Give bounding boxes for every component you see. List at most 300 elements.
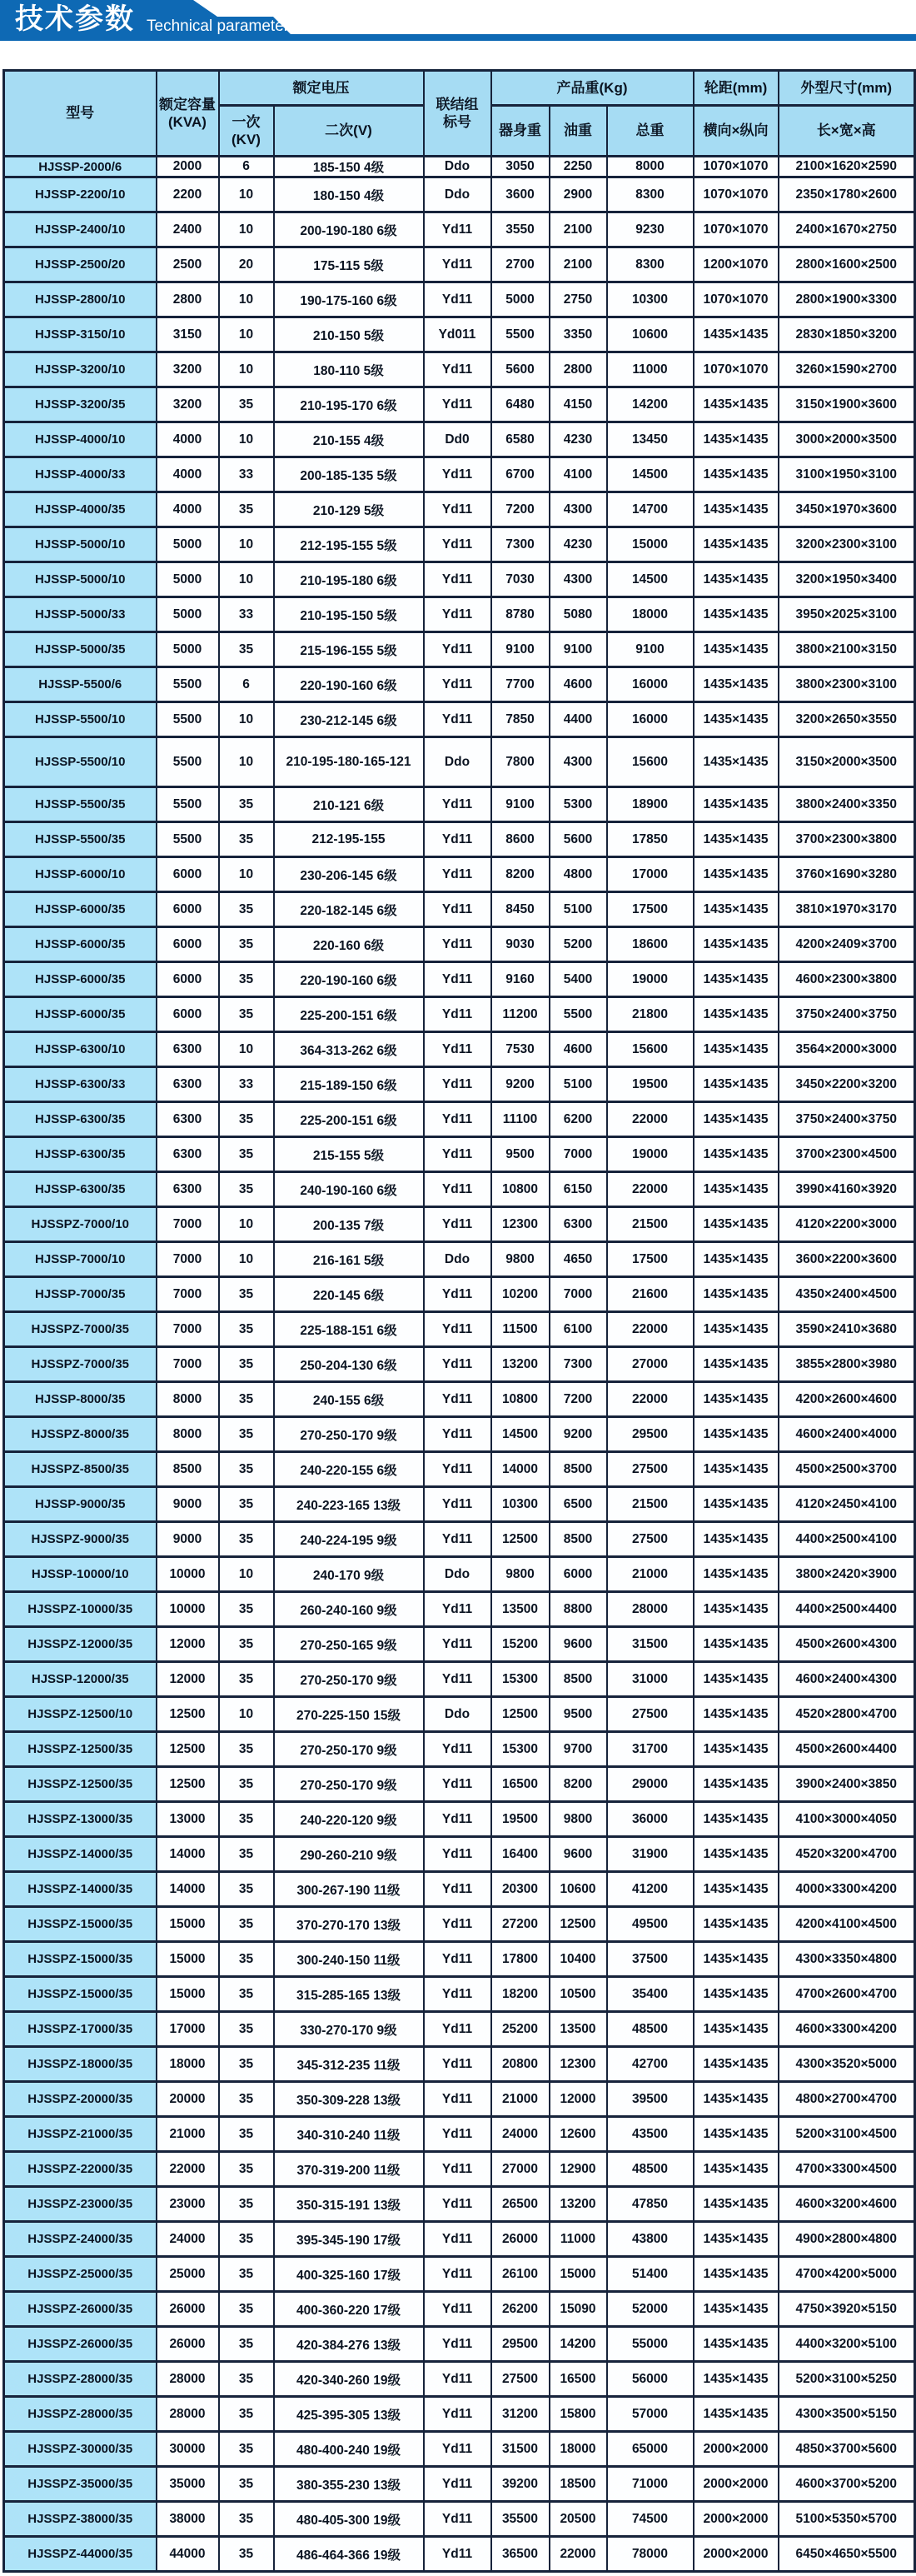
cell-dimensions: 4400×2500×4100 xyxy=(779,1522,915,1557)
cell-body-weight: 31500 xyxy=(491,2432,550,2467)
cell-dimensions: 3700×2300×4500 xyxy=(779,1137,915,1172)
header-oil-weight: 油重 xyxy=(550,106,607,157)
cell-model: HJSSP-4000/10 xyxy=(4,422,157,457)
cell-total-weight: 31500 xyxy=(607,1627,694,1662)
table-row xyxy=(4,1522,915,1557)
cell-wheelbase: 1435×1435 xyxy=(694,997,779,1032)
header-body-weight: 器身重 xyxy=(491,106,550,157)
table-row xyxy=(4,1767,915,1802)
cell-oil-weight: 4600 xyxy=(550,1032,607,1067)
cell-connection: Yd11 xyxy=(424,2187,491,2222)
cell-wheelbase: 1435×1435 xyxy=(694,387,779,422)
cell-model: HJSSPZ-12500/10 xyxy=(4,1697,157,1732)
cell-model: HJSSP-5000/35 xyxy=(4,632,157,667)
cell-primary-voltage: 35 xyxy=(219,1872,274,1907)
cell-wheelbase: 1435×1435 xyxy=(694,2187,779,2222)
cell-connection: Yd11 xyxy=(424,1417,491,1452)
cell-model: HJSSP-5000/10 xyxy=(4,562,157,597)
cell-connection: Yd11 xyxy=(424,1732,491,1767)
cell-oil-weight: 6100 xyxy=(550,1312,607,1347)
table-row xyxy=(4,1872,915,1907)
cell-model: HJSSP-5000/10 xyxy=(4,527,157,562)
cell-total-weight: 10600 xyxy=(607,317,694,352)
cell-model: HJSSP-3200/35 xyxy=(4,387,157,422)
table-row xyxy=(4,247,915,282)
cell-secondary-voltage: 215-189-150 6级 xyxy=(274,1067,424,1102)
cell-primary-voltage: 35 xyxy=(219,2467,274,2502)
cell-oil-weight: 4400 xyxy=(550,702,607,737)
cell-capacity: 12500 xyxy=(157,1767,219,1802)
cell-total-weight: 57000 xyxy=(607,2397,694,2432)
cell-connection: Yd11 xyxy=(424,1662,491,1697)
cell-dimensions: 4200×4100×4500 xyxy=(779,1907,915,1942)
table-row xyxy=(4,2257,915,2292)
cell-body-weight: 7300 xyxy=(491,527,550,562)
cell-connection: Yd11 xyxy=(424,527,491,562)
cell-total-weight: 21500 xyxy=(607,1207,694,1242)
cell-oil-weight: 15800 xyxy=(550,2397,607,2432)
table-row xyxy=(4,1942,915,1977)
cell-wheelbase: 1070×1070 xyxy=(694,212,779,247)
cell-capacity: 15000 xyxy=(157,1942,219,1977)
cell-total-weight: 14500 xyxy=(607,457,694,492)
cell-secondary-voltage: 216-161 5级 xyxy=(274,1242,424,1277)
cell-connection: Ddo xyxy=(424,1697,491,1732)
table-row xyxy=(4,1732,915,1767)
cell-secondary-voltage: 220-182-145 6级 xyxy=(274,892,424,927)
cell-total-weight: 22000 xyxy=(607,1382,694,1417)
cell-connection: Yd11 xyxy=(424,2012,491,2047)
cell-dimensions: 4850×3700×5600 xyxy=(779,2432,915,2467)
cell-dimensions: 3600×2200×3600 xyxy=(779,1242,915,1277)
cell-secondary-voltage: 212-195-155 5级 xyxy=(274,527,424,562)
cell-body-weight: 12300 xyxy=(491,1207,550,1242)
cell-oil-weight: 8800 xyxy=(550,1592,607,1627)
cell-secondary-voltage: 380-355-230 13级 xyxy=(274,2467,424,2502)
cell-dimensions: 4600×2300×3800 xyxy=(779,962,915,997)
cell-total-weight: 8300 xyxy=(607,177,694,212)
cell-primary-voltage: 35 xyxy=(219,1137,274,1172)
cell-connection: Yd11 xyxy=(424,1872,491,1907)
cell-body-weight: 9100 xyxy=(491,632,550,667)
cell-secondary-voltage: 210-121 6级 xyxy=(274,787,424,822)
cell-dimensions: 4600×2400×4000 xyxy=(779,1417,915,1452)
cell-model: HJSSPZ-12500/35 xyxy=(4,1767,157,1802)
cell-secondary-voltage: 210-155 4级 xyxy=(274,422,424,457)
cell-capacity: 26000 xyxy=(157,2292,219,2327)
cell-total-weight: 56000 xyxy=(607,2362,694,2397)
cell-body-weight: 15300 xyxy=(491,1732,550,1767)
cell-total-weight: 16000 xyxy=(607,667,694,702)
table-row xyxy=(4,1382,915,1417)
cell-secondary-voltage: 250-204-130 6级 xyxy=(274,1347,424,1382)
cell-total-weight: 31000 xyxy=(607,1662,694,1697)
cell-connection: Yd11 xyxy=(424,632,491,667)
cell-secondary-voltage: 270-250-170 9级 xyxy=(274,1767,424,1802)
cell-primary-voltage: 35 xyxy=(219,892,274,927)
cell-primary-voltage: 35 xyxy=(219,1347,274,1382)
cell-connection: Yd11 xyxy=(424,1907,491,1942)
cell-primary-voltage: 10 xyxy=(219,702,274,737)
cell-total-weight: 41200 xyxy=(607,1872,694,1907)
cell-wheelbase: 1435×1435 xyxy=(694,787,779,822)
cell-total-weight: 42700 xyxy=(607,2047,694,2082)
cell-oil-weight: 4300 xyxy=(550,737,607,787)
cell-wheelbase: 1435×1435 xyxy=(694,1697,779,1732)
header-connection-line1: 联结组 xyxy=(436,96,479,112)
cell-body-weight: 27500 xyxy=(491,2362,550,2397)
cell-capacity: 23000 xyxy=(157,2187,219,2222)
cell-wheelbase: 1435×1435 xyxy=(694,2327,779,2362)
cell-body-weight: 10300 xyxy=(491,1487,550,1522)
cell-body-weight: 12500 xyxy=(491,1522,550,1557)
cell-total-weight: 19000 xyxy=(607,962,694,997)
cell-wheelbase: 1435×1435 xyxy=(694,1872,779,1907)
cell-connection: Yd11 xyxy=(424,562,491,597)
cell-primary-voltage: 20 xyxy=(219,247,274,282)
cell-dimensions: 5200×3100×4500 xyxy=(779,2117,915,2152)
cell-secondary-voltage: 215-196-155 5级 xyxy=(274,632,424,667)
cell-oil-weight: 9800 xyxy=(550,1802,607,1837)
cell-primary-voltage: 35 xyxy=(219,1942,274,1977)
cell-dimensions: 4750×3920×5150 xyxy=(779,2292,915,2327)
cell-secondary-voltage: 200-135 7级 xyxy=(274,1207,424,1242)
cell-primary-voltage: 10 xyxy=(219,857,274,892)
cell-capacity: 3200 xyxy=(157,352,219,387)
cell-model: HJSSPZ-26000/35 xyxy=(4,2327,157,2362)
cell-capacity: 5500 xyxy=(157,822,219,857)
cell-primary-voltage: 10 xyxy=(219,177,274,212)
cell-capacity: 8500 xyxy=(157,1452,219,1487)
cell-oil-weight: 9700 xyxy=(550,1732,607,1767)
cell-capacity: 3150 xyxy=(157,317,219,352)
cell-primary-voltage: 35 xyxy=(219,1662,274,1697)
cell-capacity: 5500 xyxy=(157,737,219,787)
table-row xyxy=(4,2047,915,2082)
cell-dimensions: 4520×3200×4700 xyxy=(779,1837,915,1872)
cell-model: HJSSPZ-7000/35 xyxy=(4,1347,157,1382)
cell-body-weight: 7800 xyxy=(491,737,550,787)
cell-total-weight: 8000 xyxy=(607,157,694,177)
cell-oil-weight: 5100 xyxy=(550,1067,607,1102)
cell-total-weight: 55000 xyxy=(607,2327,694,2362)
cell-connection: Yd11 xyxy=(424,1382,491,1417)
table-row xyxy=(4,1557,915,1592)
cell-primary-voltage: 35 xyxy=(219,2502,274,2537)
cell-secondary-voltage: 220-160 6级 xyxy=(274,927,424,962)
cell-model: HJSSPZ-26000/35 xyxy=(4,2292,157,2327)
cell-secondary-voltage: 175-115 5级 xyxy=(274,247,424,282)
cell-model: HJSSP-5000/33 xyxy=(4,597,157,632)
cell-connection: Yd11 xyxy=(424,2397,491,2432)
cell-connection: Yd11 xyxy=(424,2152,491,2187)
cell-oil-weight: 9600 xyxy=(550,1627,607,1662)
cell-model: HJSSPZ-22000/35 xyxy=(4,2152,157,2187)
cell-dimensions: 3150×2000×3500 xyxy=(779,737,915,787)
cell-body-weight: 26200 xyxy=(491,2292,550,2327)
cell-model: HJSSPZ-15000/35 xyxy=(4,1942,157,1977)
cell-body-weight: 19500 xyxy=(491,1802,550,1837)
table-row xyxy=(4,317,915,352)
cell-model: HJSSP-4000/35 xyxy=(4,492,157,527)
cell-secondary-voltage: 486-464-366 19级 xyxy=(274,2537,424,2572)
table-row xyxy=(4,822,915,857)
cell-dimensions: 3750×2400×3750 xyxy=(779,997,915,1032)
cell-connection: Yd11 xyxy=(424,1592,491,1627)
cell-model: HJSSP-6300/33 xyxy=(4,1067,157,1102)
cell-secondary-voltage: 240-223-165 13级 xyxy=(274,1487,424,1522)
cell-model: HJSSP-4000/33 xyxy=(4,457,157,492)
table-row xyxy=(4,702,915,737)
cell-primary-voltage: 35 xyxy=(219,1417,274,1452)
cell-wheelbase: 1435×1435 xyxy=(694,1557,779,1592)
cell-capacity: 2400 xyxy=(157,212,219,247)
cell-dimensions: 5100×5350×5700 xyxy=(779,2502,915,2537)
cell-body-weight: 8450 xyxy=(491,892,550,927)
cell-body-weight: 9800 xyxy=(491,1242,550,1277)
table-row xyxy=(4,2082,915,2117)
cell-body-weight: 31200 xyxy=(491,2397,550,2432)
table-row xyxy=(4,632,915,667)
cell-secondary-voltage: 210-195-150 5级 xyxy=(274,597,424,632)
banner-ribbon xyxy=(0,0,916,41)
cell-body-weight: 26000 xyxy=(491,2222,550,2257)
cell-capacity: 25000 xyxy=(157,2257,219,2292)
cell-dimensions: 4700×4200×5000 xyxy=(779,2257,915,2292)
cell-connection: Yd11 xyxy=(424,212,491,247)
cell-secondary-voltage: 190-175-160 6级 xyxy=(274,282,424,317)
cell-wheelbase: 1070×1070 xyxy=(694,157,779,177)
cell-dimensions: 2800×1600×2500 xyxy=(779,247,915,282)
cell-capacity: 2500 xyxy=(157,247,219,282)
cell-body-weight: 9200 xyxy=(491,1067,550,1102)
table-row xyxy=(4,1137,915,1172)
cell-primary-voltage: 35 xyxy=(219,997,274,1032)
cell-capacity: 15000 xyxy=(157,1977,219,2012)
cell-dimensions: 3590×2410×3680 xyxy=(779,1312,915,1347)
cell-connection: Yd11 xyxy=(424,2047,491,2082)
cell-secondary-voltage: 400-360-220 17级 xyxy=(274,2292,424,2327)
cell-dimensions: 3200×2650×3550 xyxy=(779,702,915,737)
technical-parameter-table xyxy=(2,69,916,2573)
cell-secondary-voltage: 345-312-235 11级 xyxy=(274,2047,424,2082)
cell-total-weight: 21800 xyxy=(607,997,694,1032)
cell-capacity: 12000 xyxy=(157,1627,219,1662)
cell-connection: Yd11 xyxy=(424,2257,491,2292)
cell-total-weight: 21600 xyxy=(607,1277,694,1312)
cell-model: HJSSP-3150/10 xyxy=(4,317,157,352)
table-row xyxy=(4,1347,915,1382)
cell-secondary-voltage: 220-190-160 6级 xyxy=(274,962,424,997)
cell-body-weight: 2700 xyxy=(491,247,550,282)
cell-capacity: 2000 xyxy=(157,157,219,177)
cell-connection: Yd11 xyxy=(424,1452,491,1487)
cell-secondary-voltage: 212-195-155 xyxy=(274,822,424,857)
cell-oil-weight: 4600 xyxy=(550,667,607,702)
cell-capacity: 9000 xyxy=(157,1487,219,1522)
cell-wheelbase: 1435×1435 xyxy=(694,1942,779,1977)
cell-model: HJSSPZ-12000/35 xyxy=(4,1627,157,1662)
cell-model: HJSSP-6000/35 xyxy=(4,892,157,927)
cell-body-weight: 13500 xyxy=(491,1592,550,1627)
cell-primary-voltage: 35 xyxy=(219,1452,274,1487)
cell-body-weight: 16500 xyxy=(491,1767,550,1802)
cell-secondary-voltage: 420-340-260 19级 xyxy=(274,2362,424,2397)
cell-total-weight: 27500 xyxy=(607,1697,694,1732)
cell-primary-voltage: 6 xyxy=(219,157,274,177)
cell-dimensions: 3100×1950×3100 xyxy=(779,457,915,492)
header-capacity xyxy=(157,71,219,157)
cell-oil-weight: 2900 xyxy=(550,177,607,212)
cell-body-weight: 18200 xyxy=(491,1977,550,2012)
cell-oil-weight: 2100 xyxy=(550,247,607,282)
cell-connection: Yd11 xyxy=(424,597,491,632)
table-row xyxy=(4,1487,915,1522)
cell-capacity: 6300 xyxy=(157,1102,219,1137)
cell-dimensions: 4600×3300×4200 xyxy=(779,2012,915,2047)
cell-total-weight: 15600 xyxy=(607,1032,694,1067)
cell-total-weight: 22000 xyxy=(607,1312,694,1347)
cell-body-weight: 8200 xyxy=(491,857,550,892)
cell-secondary-voltage: 220-190-160 6级 xyxy=(274,667,424,702)
cell-capacity: 3200 xyxy=(157,387,219,422)
cell-connection: Yd11 xyxy=(424,352,491,387)
cell-wheelbase: 1435×1435 xyxy=(694,1802,779,1837)
header-total-weight: 总重 xyxy=(607,106,694,157)
cell-capacity: 2200 xyxy=(157,177,219,212)
table-row xyxy=(4,492,915,527)
cell-primary-voltage: 35 xyxy=(219,387,274,422)
cell-wheelbase: 1435×1435 xyxy=(694,1242,779,1277)
cell-wheelbase: 1435×1435 xyxy=(694,702,779,737)
cell-model: HJSSPZ-44000/35 xyxy=(4,2537,157,2572)
cell-primary-voltage: 35 xyxy=(219,1837,274,1872)
cell-total-weight: 47850 xyxy=(607,2187,694,2222)
cell-connection: Yd11 xyxy=(424,702,491,737)
cell-capacity: 6300 xyxy=(157,1172,219,1207)
cell-total-weight: 43500 xyxy=(607,2117,694,2152)
header-dimensions: 长×宽×高 xyxy=(779,106,915,157)
cell-capacity: 7000 xyxy=(157,1242,219,1277)
cell-primary-voltage: 10 xyxy=(219,317,274,352)
cell-dimensions: 3855×2800×3980 xyxy=(779,1347,915,1382)
cell-wheelbase: 1435×1435 xyxy=(694,822,779,857)
cell-body-weight: 26100 xyxy=(491,2257,550,2292)
cell-body-weight: 10800 xyxy=(491,1172,550,1207)
cell-primary-voltage: 35 xyxy=(219,1627,274,1662)
cell-dimensions: 3950×2025×3100 xyxy=(779,597,915,632)
cell-dimensions: 4500×2600×4300 xyxy=(779,1627,915,1662)
header-model: 型号 xyxy=(4,71,157,157)
cell-connection: Yd11 xyxy=(424,787,491,822)
cell-body-weight: 15300 xyxy=(491,1662,550,1697)
cell-connection: Ddo xyxy=(424,157,491,177)
cell-connection: Yd11 xyxy=(424,1942,491,1977)
cell-wheelbase: 2000×2000 xyxy=(694,2432,779,2467)
header-capacity-line1: 额定容量 xyxy=(159,96,216,112)
cell-secondary-voltage: 330-270-170 9级 xyxy=(274,2012,424,2047)
cell-oil-weight: 3350 xyxy=(550,317,607,352)
cell-dimensions: 3800×2420×3900 xyxy=(779,1557,915,1592)
cell-secondary-voltage: 420-384-276 13级 xyxy=(274,2327,424,2362)
cell-secondary-voltage: 240-220-120 9级 xyxy=(274,1802,424,1837)
cell-model: HJSSP-6000/35 xyxy=(4,997,157,1032)
cell-body-weight: 10200 xyxy=(491,1277,550,1312)
cell-total-weight: 43800 xyxy=(607,2222,694,2257)
header-secondary-voltage: 二次(V) xyxy=(274,106,424,157)
cell-primary-voltage: 35 xyxy=(219,2362,274,2397)
cell-wheelbase: 1435×1435 xyxy=(694,2082,779,2117)
cell-primary-voltage: 33 xyxy=(219,457,274,492)
cell-capacity: 22000 xyxy=(157,2152,219,2187)
cell-dimensions: 4520×2800×4700 xyxy=(779,1697,915,1732)
cell-secondary-voltage: 364-313-262 6级 xyxy=(274,1032,424,1067)
cell-capacity: 24000 xyxy=(157,2222,219,2257)
cell-dimensions: 2400×1670×2750 xyxy=(779,212,915,247)
cell-oil-weight: 2100 xyxy=(550,212,607,247)
cell-total-weight: 21500 xyxy=(607,1487,694,1522)
cell-wheelbase: 1435×1435 xyxy=(694,737,779,787)
cell-oil-weight: 2250 xyxy=(550,157,607,177)
cell-primary-voltage: 35 xyxy=(219,2222,274,2257)
cell-capacity: 6300 xyxy=(157,1137,219,1172)
cell-body-weight: 9030 xyxy=(491,927,550,962)
cell-total-weight: 29500 xyxy=(607,1417,694,1452)
cell-connection: Yd11 xyxy=(424,997,491,1032)
cell-model: HJSSP-5500/10 xyxy=(4,737,157,787)
cell-primary-voltage: 35 xyxy=(219,1977,274,2012)
cell-connection: Yd11 xyxy=(424,667,491,702)
cell-body-weight: 9800 xyxy=(491,1557,550,1592)
cell-secondary-voltage: 350-315-191 13级 xyxy=(274,2187,424,2222)
cell-connection: Ddo xyxy=(424,177,491,212)
cell-secondary-voltage: 270-250-170 9级 xyxy=(274,1417,424,1452)
cell-model: HJSSP-7000/10 xyxy=(4,1242,157,1277)
cell-model: HJSSPZ-10000/35 xyxy=(4,1592,157,1627)
cell-capacity: 35000 xyxy=(157,2467,219,2502)
cell-primary-voltage: 35 xyxy=(219,2152,274,2187)
cell-capacity: 5000 xyxy=(157,527,219,562)
cell-model: HJSSPZ-28000/35 xyxy=(4,2362,157,2397)
cell-connection: Yd11 xyxy=(424,492,491,527)
cell-secondary-voltage: 270-250-170 9级 xyxy=(274,1732,424,1767)
cell-dimensions: 3700×2300×3800 xyxy=(779,822,915,857)
table-row xyxy=(4,1662,915,1697)
table-row xyxy=(4,737,915,787)
cell-capacity: 28000 xyxy=(157,2397,219,2432)
cell-primary-voltage: 6 xyxy=(219,667,274,702)
cell-total-weight: 22000 xyxy=(607,1172,694,1207)
cell-body-weight: 9160 xyxy=(491,962,550,997)
cell-connection: Yd011 xyxy=(424,317,491,352)
cell-oil-weight: 13500 xyxy=(550,2012,607,2047)
table-row xyxy=(4,1592,915,1627)
table-row xyxy=(4,667,915,702)
cell-model: HJSSP-5500/35 xyxy=(4,787,157,822)
cell-model: HJSSP-6000/35 xyxy=(4,962,157,997)
cell-capacity: 12000 xyxy=(157,1662,219,1697)
cell-dimensions: 4800×2700×4700 xyxy=(779,2082,915,2117)
cell-total-weight: 14700 xyxy=(607,492,694,527)
table-row xyxy=(4,597,915,632)
cell-model: HJSSPZ-17000/35 xyxy=(4,2012,157,2047)
table-row xyxy=(4,527,915,562)
table-row xyxy=(4,892,915,927)
cell-secondary-voltage: 240-220-155 6级 xyxy=(274,1452,424,1487)
cell-body-weight: 6580 xyxy=(491,422,550,457)
cell-secondary-voltage: 210-195-180-165-121 xyxy=(274,737,424,787)
cell-body-weight: 16400 xyxy=(491,1837,550,1872)
